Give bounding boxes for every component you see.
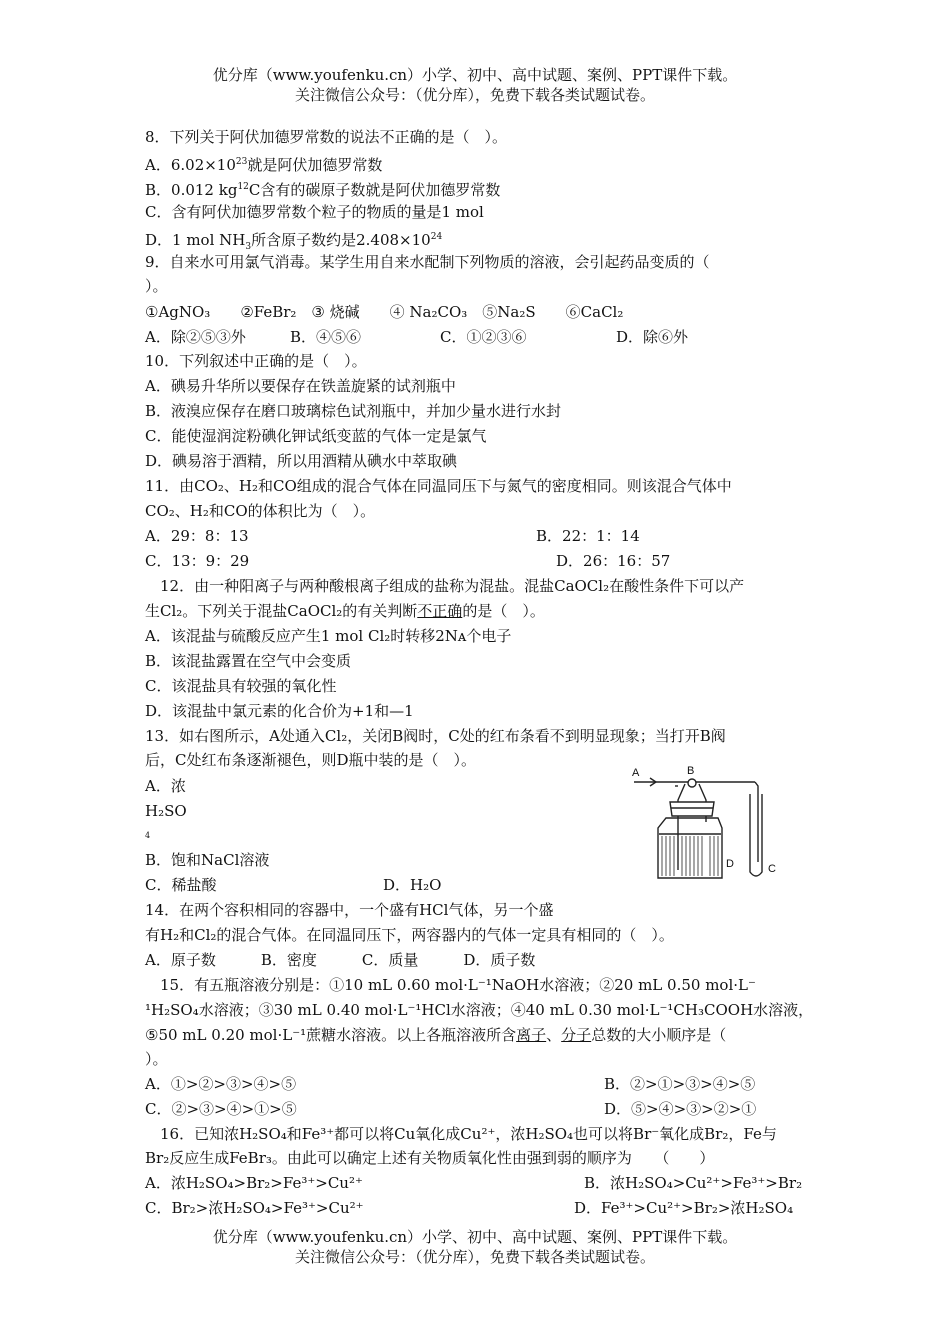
fig-label-d: D: [726, 858, 734, 870]
q12-stem-cont: [145, 601, 545, 621]
q16-stem-cont: Br₂反应生成FeBr₃。由此可以确定上述有关物质氧化性由强到弱的顺序为 （ ）: [145, 1149, 715, 1167]
q9-items: ①AgNO₃ ②FeBr₂ ③ 烧碱 ④ Na₂CO₃ ⑤Na₂S ⑥CaCl₂: [145, 303, 624, 321]
q12-option-b: B．该混盐露置在空气中会变质: [145, 652, 352, 670]
q15-underlined-molecules: 分子: [561, 1026, 592, 1044]
q12-option-c: C．该混盐具有较强的氧化性: [145, 677, 337, 695]
q10-option-c: C．能使湿润淀粉碘化钾试纸变蓝的气体一定是氯气: [145, 427, 487, 445]
fig-label-b: B: [687, 765, 695, 777]
q8-option-c: C．含有阿伏加德罗常数个粒子的物质的量是1 mol: [145, 203, 484, 221]
q11-stem: 11．由CO₂、H₂和CO组成的混合气体在同温同压下与氮气的密度相同。则该混合气体中: [145, 477, 732, 495]
q15-stem: 15．有五瓶溶液分别是：①10 mL 0.60 mol·L⁻¹NaOH水溶液；②20 mL 0.50 mol·L⁻: [160, 976, 756, 994]
q8-b-text: B．0.012 kg: [145, 181, 238, 199]
q11-stem-cont: CO₂、H₂和CO的体积比为（ ）。: [145, 502, 376, 520]
q12-option-d: D．该混盐中氯元素的化合价为+1和—1: [145, 702, 414, 720]
q10-stem: 10．下列叙述中正确的是（ ）。: [145, 352, 367, 370]
q15-option-d: D．⑤>④>③>②>①: [604, 1100, 757, 1118]
q15-option-c: C．②>③>④>①>⑤: [145, 1100, 297, 1118]
q16-stem: 16．已知浓H₂SO₄和Fe³⁺都可以将Cu氧化成Cu²⁺，浓H₂SO₄也可以将Br⁻氧化成Br₂，Fe与: [160, 1125, 777, 1143]
q15-stem-cont2: [145, 1025, 726, 1045]
q9-stem: 9．自来水可用氯气消毒。某学生用自来水配制下列物质的溶液，会引起药品变质的（: [145, 253, 710, 271]
q16-option-c: C．Br₂>浓H₂SO₄>Fe³⁺>Cu²⁺: [145, 1199, 364, 1217]
q8-a-sup: 23: [235, 157, 248, 167]
q10-option-d: D．碘易溶于酒精，所以用酒精从碘水中萃取碘: [145, 452, 458, 470]
q8-option-a: [145, 152, 382, 175]
q13-option-a-cont: H₂SO: [145, 802, 187, 820]
q11-option-a: A．29：8：13: [145, 527, 249, 545]
q12-stem-text2: 的是（ ）。: [462, 602, 545, 620]
q15-stem-cont3: ）。: [145, 1050, 168, 1068]
q9-option-b: B．④⑤⑥: [290, 328, 362, 346]
q16-option-b: B．浓H₂SO₄>Cu²⁺>Fe³⁺>Br₂: [584, 1174, 803, 1192]
q15-stem-text: ⑤50 mL 0.20 mol·L⁻¹蔗糖水溶液。以上各瓶溶液所含: [145, 1026, 517, 1044]
page-header-line2: 关注微信公众号：（优分库），免费下载各类试题试卷。: [294, 86, 655, 104]
q15-stem-sep: 、: [546, 1026, 562, 1044]
q8-d-sub: 3: [245, 242, 252, 252]
q8-d-sup: 24: [430, 232, 443, 242]
q16-option-d: D．Fe³⁺>Cu²⁺>Br₂>浓H₂SO₄: [574, 1199, 794, 1217]
q8-b-text2: C含有的碳原子数就是阿伏加德罗常数: [248, 181, 501, 199]
q9-option-a: A．除②⑤③外: [145, 328, 246, 346]
q12-stem-text: 生Cl₂。下列关于混盐CaOCl₂的有关判断: [145, 602, 418, 620]
page-footer-line1: 优分库（www.youfenku.cn）小学、初中、高中试题、案例、PPT课件下载。: [212, 1228, 738, 1246]
q14-stem-cont: 有H₂和Cl₂的混合气体。在同温同压下，两容器内的气体一定具有相同的（ ）。: [145, 926, 674, 944]
q16-option-a: A．浓H₂SO₄>Br₂>Fe³⁺>Cu²⁺: [145, 1174, 363, 1192]
q8-option-b: [145, 177, 500, 200]
q8-a-text: A．6.02×10: [145, 156, 236, 174]
q15-option-b: B．②>①>③>④>⑤: [604, 1075, 756, 1093]
page-footer-line2: 关注微信公众号：（优分库），免费下载各类试题试卷。: [294, 1248, 655, 1266]
q15-option-a: A．①>②>③>④>⑤: [145, 1075, 297, 1093]
q9-stem-cont: ）。: [145, 277, 168, 295]
q13-option-a: A．浓: [145, 777, 186, 795]
q9-option-c: C．①②③⑥: [440, 328, 527, 346]
q13-option-a-sub: 4: [145, 831, 151, 840]
q11-option-c: C．13：9：29: [145, 552, 250, 570]
q12-option-a: A．该混盐与硫酸反应产生1 mol Cl₂时转移2Nᴀ个电子: [145, 627, 512, 645]
q15-underlined-ions: 离子: [516, 1026, 547, 1044]
q13-option-c: C．稀盐酸: [145, 876, 217, 894]
page-header-line1: 优分库（www.youfenku.cn）小学、初中、高中试题、案例、PPT课件下载。: [212, 66, 738, 84]
q15-stem-cont: ¹H₂SO₄水溶液；③30 mL 0.40 mol·L⁻¹HCl水溶液；④40 mL 0.30 mol·L⁻¹CH₃COOH水溶液，: [145, 1001, 814, 1019]
fig-label-c: C: [768, 863, 776, 875]
q14-stem: 14．在两个容积相同的容器中，一个盛有HCl气体，另一个盛: [145, 901, 554, 919]
q8-b-sup: 12: [237, 182, 249, 192]
q8-d-text: D．1 mol NH: [145, 231, 246, 249]
q8-a-text2: 就是阿伏加德罗常数: [247, 156, 383, 174]
q13-option-b: B．饱和NaCl溶液: [145, 851, 270, 869]
q14-options: A．原子数 B．密度 C．质量 D．质子数: [145, 951, 536, 969]
q10-option-b: B．液溴应保存在磨口玻璃棕色试剂瓶中，并加少量水进行水封: [145, 402, 562, 420]
q9-option-d: D．除⑥外: [616, 328, 689, 346]
q13-stem: 13．如右图所示，A处通入Cl₂，关闭B阀时，C处的红布条看不到明显现象；当打开B阀: [145, 727, 726, 745]
q13-option-d: D．H₂O: [383, 876, 442, 894]
q13-stem-cont: 后，C处红布条逐渐褪色，则D瓶中装的是（ ）。: [145, 751, 477, 769]
q12-underlined-text: 不正确: [417, 602, 463, 620]
q13-apparatus-figure: [630, 762, 800, 884]
q10-option-a: A．碘易升华所以要保存在铁盖旋紧的试剂瓶中: [145, 377, 456, 395]
q12-stem: 12．由一种阳离子与两种酸根离子组成的盐称为混盐。混盐CaOCl₂在酸性条件下可以产: [160, 577, 745, 595]
q15-stem-text2: 总数的大小顺序是（: [591, 1026, 727, 1044]
fig-label-a: A: [632, 767, 640, 779]
q11-option-d: D．26：16：57: [556, 552, 671, 570]
q8-d-text2: 所含原子数约是2.408×10: [251, 231, 431, 249]
q8-stem: 8．下列关于阿伏加德罗常数的说法不正确的是（ ）。: [145, 128, 508, 146]
q11-option-b: B．22：1：14: [536, 527, 640, 545]
